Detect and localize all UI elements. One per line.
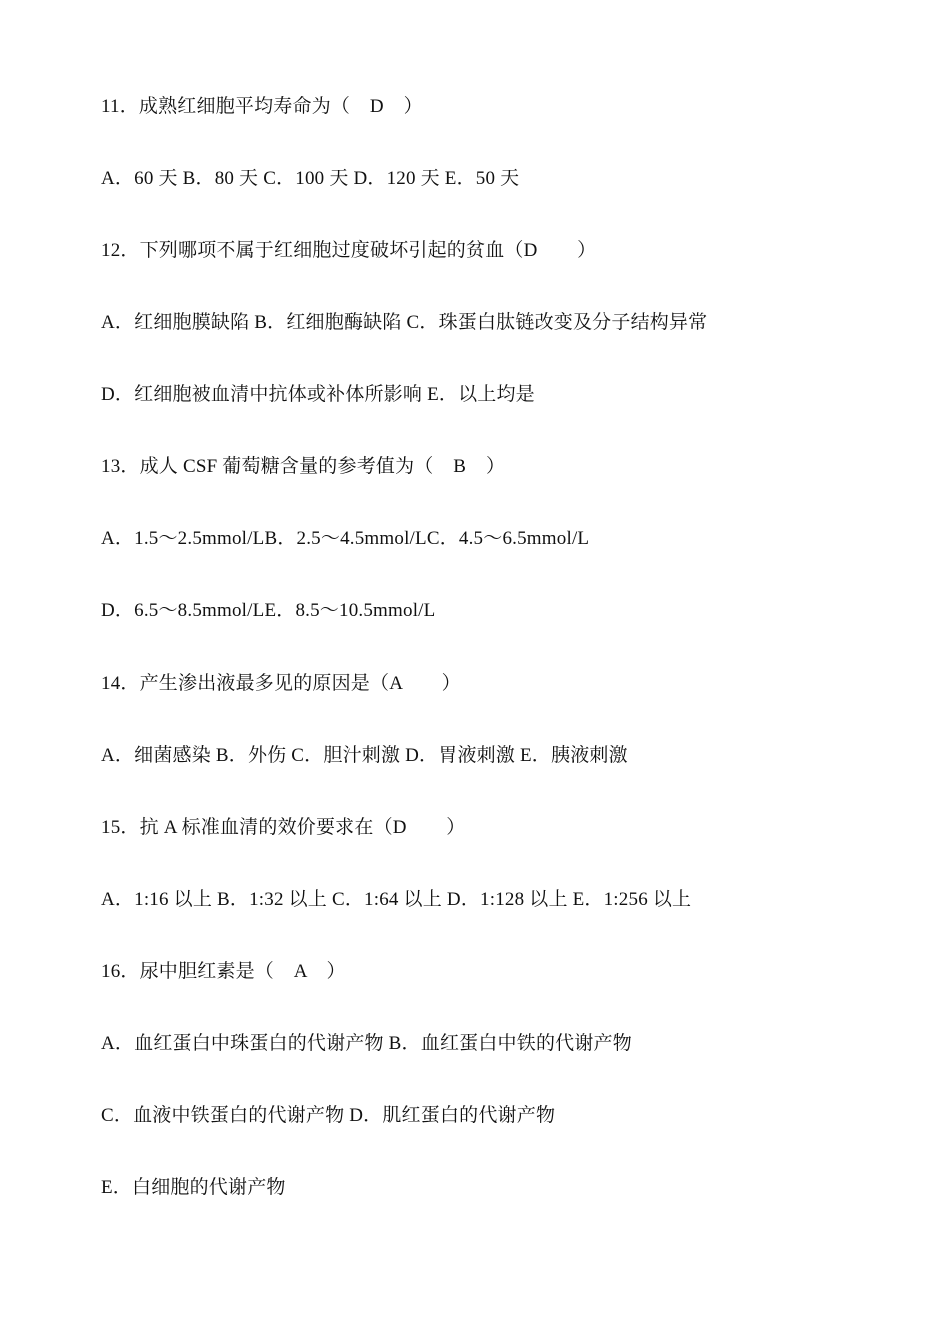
question-16-options-c-d: C．血液中铁蛋白的代谢产物 D．肌红蛋白的代谢产物 — [101, 1105, 556, 1126]
question-13-options-a-c: A．1.5～2.5mmol/LB．2.5～4.5mmol/LC．4.5～6.5mmol/L — [101, 528, 590, 549]
question-11-options: A．60 天 B．80 天 C．100 天 D．120 天 E．50 天 — [101, 168, 520, 189]
question-12: 12．下列哪项不属于红细胞过度破坏引起的贫血（D ） — [101, 240, 597, 261]
question-14-options: A．细菌感染 B．外伤 C．胆汁刺激 D．胃液刺激 E．胰液刺激 — [101, 745, 628, 766]
question-16-options-a-b: A．血红蛋白中珠蛋白的代谢产物 B．血红蛋白中铁的代谢产物 — [101, 1033, 632, 1054]
question-13: 13．成人 CSF 葡萄糖含量的参考值为（ B ） — [101, 456, 506, 477]
question-16-option-e: E．白细胞的代谢产物 — [101, 1177, 286, 1198]
question-12-options-d-e: D．红细胞被血清中抗体或补体所影响 E．以上均是 — [101, 384, 535, 405]
question-12-options-a-c: A．红细胞膜缺陷 B．红细胞酶缺陷 C．珠蛋白肽链改变及分子结构异常 — [101, 312, 708, 333]
question-13-options-d-e: D．6.5～8.5mmol/LE．8.5～10.5mmol/L — [101, 600, 436, 621]
question-11: 11．成熟红细胞平均寿命为（ D ） — [101, 96, 423, 117]
question-15: 15．抗 A 标准血清的效价要求在（D ） — [101, 817, 466, 838]
question-15-options: A．1:16 以上 B．1:32 以上 C．1:64 以上 D．1:128 以上 E．1:256 以上 — [101, 889, 692, 910]
question-14: 14．产生渗出液最多见的原因是（A ） — [101, 673, 461, 694]
question-16: 16．尿中胆红素是（ A ） — [101, 961, 346, 982]
